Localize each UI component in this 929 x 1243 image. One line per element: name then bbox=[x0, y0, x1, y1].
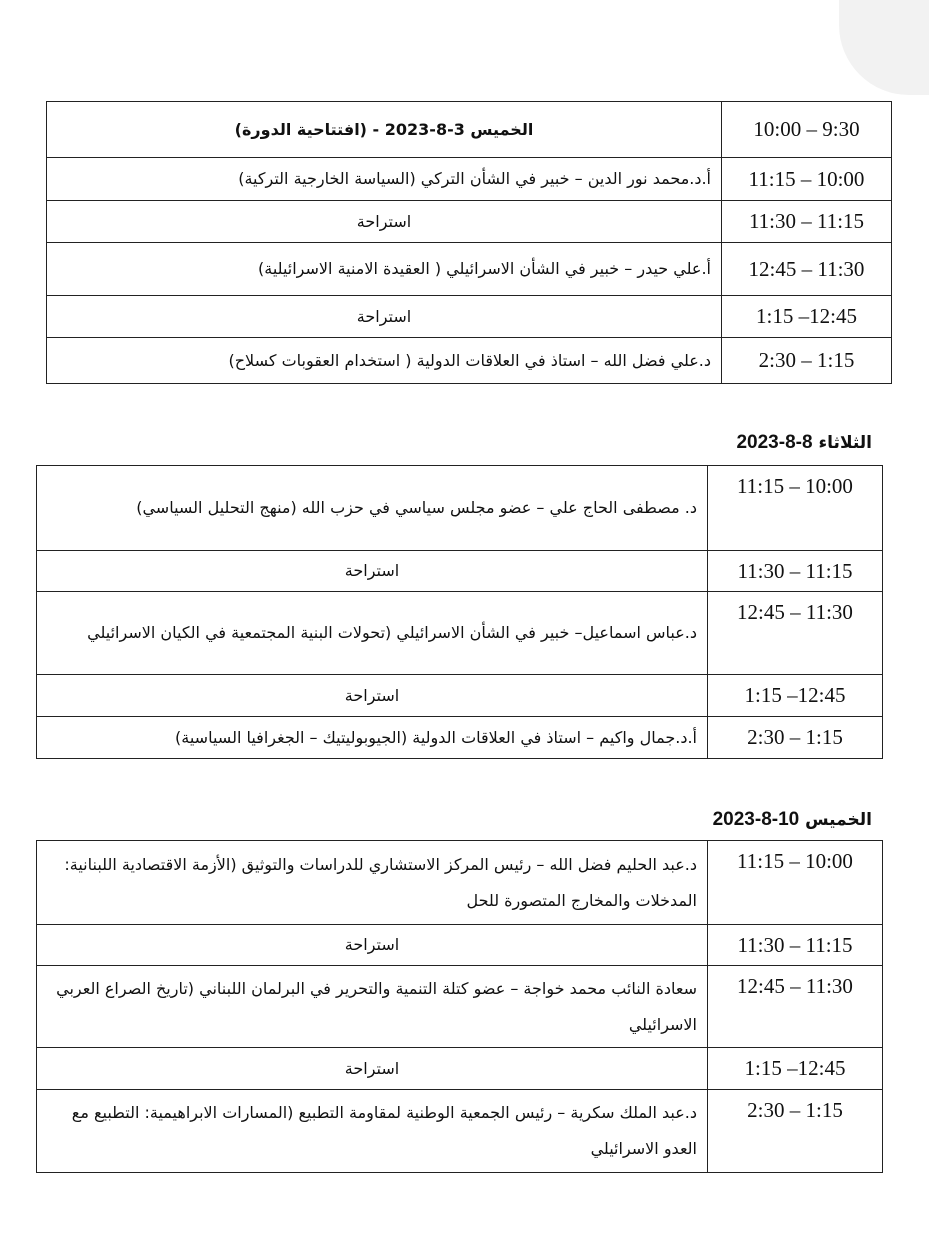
day-heading bbox=[736, 432, 872, 454]
session-description: أ.علي حيدر – خبير في الشأن الاسرائيلي ( العقيدة الامنية الاسرائيلية) bbox=[47, 243, 722, 296]
session-description: د. مصطفى الحاج علي – عضو مجلس سياسي في حزب الله (منهج التحليل السياسي) bbox=[37, 466, 708, 551]
heading-day: الخميس bbox=[805, 810, 872, 830]
table-row bbox=[47, 338, 892, 384]
table-row bbox=[37, 841, 883, 925]
session-time: 12:45 – 11:30 bbox=[708, 592, 883, 675]
session-time: 2:30 – 1:15 bbox=[722, 338, 892, 384]
heading-date: 10-8-2023 bbox=[712, 809, 800, 830]
session-time: 2:30 – 1:15 bbox=[708, 717, 883, 759]
table-row bbox=[37, 717, 883, 759]
table-row bbox=[47, 243, 892, 296]
session-description: أ.د.جمال واكيم – استاذ في العلاقات الدولية (الجيوبوليتيك – الجغرافيا السياسية) bbox=[37, 717, 708, 759]
table-row bbox=[47, 296, 892, 338]
schedule-table-day2 bbox=[36, 465, 883, 759]
session-time: 1:15 –12:45 bbox=[708, 675, 883, 717]
table-row bbox=[37, 551, 883, 592]
session-time: 12:45 – 11:30 bbox=[722, 243, 892, 296]
break-label: استراحة bbox=[37, 551, 708, 592]
table-row bbox=[47, 201, 892, 243]
table-row bbox=[37, 675, 883, 717]
break-label: استراحة bbox=[37, 1048, 708, 1090]
day-heading bbox=[713, 809, 872, 831]
break-label: استراحة bbox=[47, 296, 722, 338]
session-time: 11:30 – 11:15 bbox=[708, 925, 883, 966]
break-label: استراحة bbox=[37, 925, 708, 966]
session-description: د.عباس اسماعيل– خبير في الشأن الاسرائيلي (تحولات البنية المجتمعية في الكيان الاسرائيلي bbox=[37, 592, 708, 675]
table-row bbox=[37, 1048, 883, 1090]
opening-title: الخميس 3-8-2023 - (افتتاحية الدورة) bbox=[47, 102, 722, 158]
table-row bbox=[37, 1090, 883, 1173]
session-time: 11:30 – 11:15 bbox=[722, 201, 892, 243]
session-time: 11:15 – 10:00 bbox=[708, 466, 883, 551]
break-label: استراحة bbox=[37, 675, 708, 717]
session-time: 2:30 – 1:15 bbox=[708, 1090, 883, 1173]
table-row bbox=[37, 592, 883, 675]
schedule-table-day1 bbox=[46, 101, 892, 384]
table-row bbox=[47, 102, 892, 158]
corner-decoration bbox=[839, 0, 929, 95]
table-row bbox=[37, 966, 883, 1048]
table-row bbox=[37, 925, 883, 966]
table-row bbox=[47, 158, 892, 201]
session-time: 11:15 – 10:00 bbox=[708, 841, 883, 925]
session-time: 1:15 –12:45 bbox=[708, 1048, 883, 1090]
table-row bbox=[37, 466, 883, 551]
session-time: 11:30 – 11:15 bbox=[708, 551, 883, 592]
session-description: أ.د.محمد نور الدين – خبير في الشأن التركي (السياسة الخارجية التركية) bbox=[47, 158, 722, 201]
session-time: 10:00 – 9:30 bbox=[722, 102, 892, 158]
heading-date: 8-8-2023 bbox=[736, 432, 813, 453]
session-description: د.علي فضل الله – استاذ في العلاقات الدولية ( استخدام العقوبات كسلاح) bbox=[47, 338, 722, 384]
session-time: 1:15 –12:45 bbox=[722, 296, 892, 338]
session-description: د.عبد الحليم فضل الله – رئيس المركز الاستشاري للدراسات والتوثيق (الأزمة الاقتصادية اللبنانية: المدخلات والمخارج المتصورة للحل bbox=[37, 841, 708, 925]
heading-day: الثلاثاء bbox=[818, 433, 872, 453]
session-time: 11:15 – 10:00 bbox=[722, 158, 892, 201]
break-label: استراحة bbox=[47, 201, 722, 243]
schedule-table-day3 bbox=[36, 840, 883, 1173]
session-description: سعادة النائب محمد خواجة – عضو كتلة التنمية والتحرير في البرلمان اللبناني (تاريخ الصراع العربي الاسرائيلي bbox=[37, 966, 708, 1048]
session-time: 12:45 – 11:30 bbox=[708, 966, 883, 1048]
session-description: د.عبد الملك سكرية – رئيس الجمعية الوطنية لمقاومة التطبيع (المسارات الابراهيمية: التطبيع مع العدو الاسرائيلي bbox=[37, 1090, 708, 1173]
